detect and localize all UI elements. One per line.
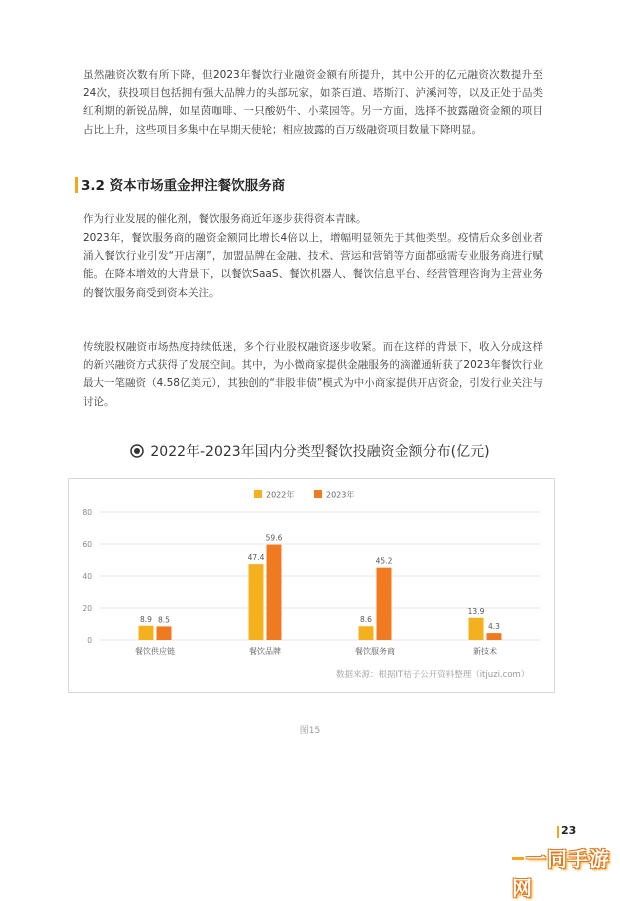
watermark-text: 一同手游网 — [512, 847, 610, 900]
legend-swatch — [254, 490, 262, 498]
data-label: 8.6 — [360, 615, 372, 625]
data-label: 4.3 — [488, 622, 500, 632]
data-label: 47.4 — [247, 553, 265, 563]
site-watermark — [512, 843, 620, 901]
section-title: 3.2 资本市场重金押注餐饮服务商 — [81, 178, 286, 194]
bar-2023 — [377, 568, 392, 640]
y-tick-label: 40 — [82, 572, 92, 581]
data-label: 59.6 — [265, 533, 283, 543]
bar-2022 — [249, 564, 264, 640]
data-label: 13.9 — [467, 606, 485, 616]
category-label: 餐饮品牌 — [249, 647, 281, 656]
legend-swatch — [314, 490, 322, 498]
y-tick-label: 0 — [87, 636, 92, 645]
bar-2022 — [139, 626, 154, 640]
category-label: 餐饮服务商 — [355, 647, 395, 656]
target-icon — [130, 444, 144, 458]
data-label: 45.2 — [375, 556, 393, 566]
chart-source: 数据来源：根据IT桔子公开资料整理（itjuzi.com） — [336, 670, 530, 680]
paragraph-catalyst: 作为行业发展的催化剂，餐饮服务商近年逐步获得资本青睐。 — [83, 213, 367, 225]
category-label: 餐饮供应链 — [135, 647, 175, 656]
figure-caption: 图15 — [299, 726, 321, 736]
legend-label: 2022年 — [266, 490, 295, 500]
bar-2023 — [157, 626, 172, 640]
legend-label: 2023年 — [326, 490, 355, 500]
data-label: 8.5 — [158, 615, 170, 625]
bar-2022 — [469, 618, 484, 640]
chart-title — [0, 441, 620, 461]
data-label: 8.9 — [140, 614, 152, 624]
chart-title-text: 2022年-2023年国内分类型餐饮投融资金额分布(亿元) — [150, 444, 490, 460]
paragraph-revenue-share: 传统股权融资市场热度持续低迷，多个行业股权融资逐步收紧。而在这样的背景下，收入分成这样的新兴融资方式获得了发展空间。其中，为小微商家提供金融服务的滴灌通斩获了2023年餐饮行业最大一笔融资（4.58亿美元），其独创的“非股非债”模式为中小商家提供开店资金，引发行业关注与讨论。 — [83, 341, 543, 408]
y-tick-label: 20 — [82, 604, 92, 613]
category-label: 新技术 — [473, 647, 497, 656]
intro-paragraph: 虽然融资次数有所下降，但2023年餐饮行业融资金额有所提升，其中公开的亿元融资次数提升至24次，获投项目包括拥有强大品牌力的头部玩家，如茶百道、塔斯汀、泸溪河等，以及正处于品类红利期的新锐品牌，如星茵咖啡、一只酸奶牛、小菜园等。另一方面，选择不披露融资金额的项目占比上升，这些项目多集中在早期天使轮；相应披露的百万级融资项目数量下降明显。 — [83, 69, 543, 136]
section-accent-bar — [75, 177, 78, 193]
y-tick-label: 80 — [82, 508, 92, 517]
page-number: 23 — [561, 824, 577, 837]
bar-2023 — [487, 633, 502, 640]
bar-2022 — [359, 626, 374, 640]
page-number-accent — [557, 826, 559, 838]
bar-2023 — [267, 545, 282, 640]
y-tick-label: 60 — [82, 540, 92, 549]
paragraph-service-providers: 2023年，餐饮服务商的融资金额同比增长4倍以上，增幅明显领先于其他类型。疫情后众多创业者涌入餐饮行业引发“开店潮”，加盟品牌在金融、技术、营运和营销等方面都亟需专业服务商进行赋能。在降本增效的大背景下，以餐饮SaaS、餐饮机器人、餐饮信息平台、经营管理咨询为主营业务的餐饮服务商受到资本关注。 — [83, 232, 543, 299]
bar-chart — [68, 478, 553, 693]
